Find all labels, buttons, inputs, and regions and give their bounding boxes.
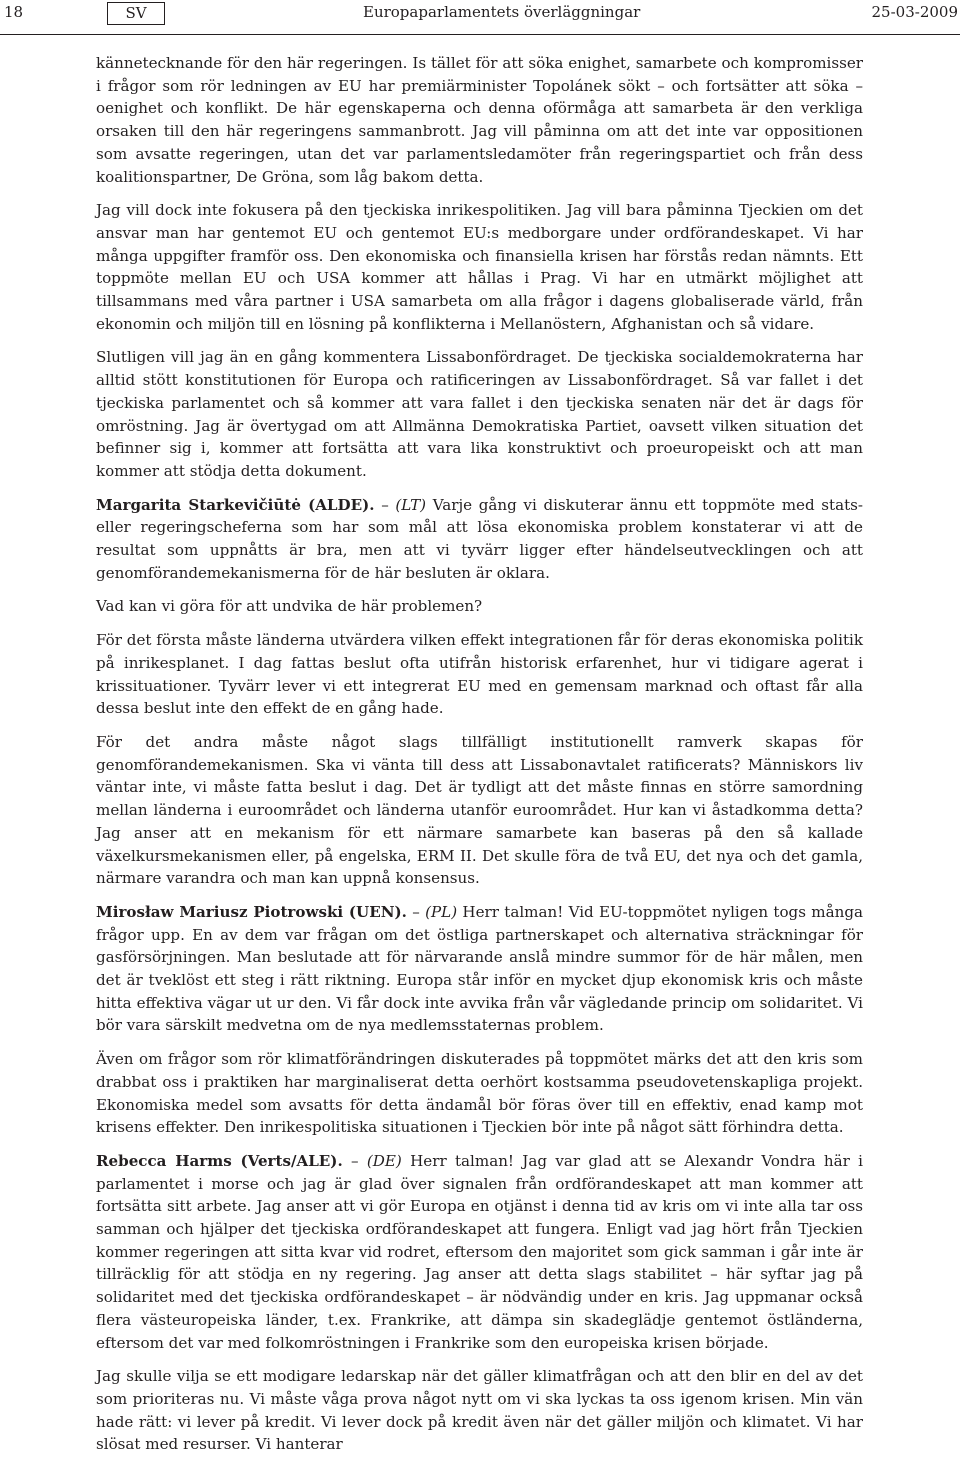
paragraph-text: Varje gång vi diskuterar ännu ett toppmöte med stats- eller regeringscheferna som har som mål att lösa ekonomiska problem konstaterar vi att de resultat som uppnåtts är bra, men att vi tyvärr ligger efter händelseutvecklingen och att genomförandemekanismerna för de här besluten är oklara. xyxy=(96,495,863,582)
journal-title: Europaparlamentets överläggningar xyxy=(363,3,641,21)
speaker-language: (PL) xyxy=(425,902,458,921)
speaker-name: Mirosław Mariusz Piotrowski (UEN). xyxy=(96,902,407,921)
paragraph xyxy=(96,1048,863,1139)
paragraph xyxy=(96,52,863,188)
paragraph xyxy=(96,629,863,720)
paragraph: Margarita Starkevičiūtė (ALDE). – (LT) Varje gång vi diskuterar ännu ett toppmöte med stats- eller regeringscheferna som har som mål att lösa ekonomiska problem konstaterar vi att de resultat som uppnåtts är bra, men att vi tyvärr ligger efter händelseutvecklingen och att genomförandemekanismerna för de här besluten är oklara. xyxy=(96,495,863,582)
speaker-name: Margarita Starkevičiūtė (ALDE). xyxy=(96,495,375,514)
paragraph xyxy=(96,346,863,482)
paragraph: Mirosław Mariusz Piotrowski (UEN). – (PL) Herr talman! Vid EU-toppmötet nyligen togs många frågor upp. En av dem var frågan om det östliga partnerskapet och alternativa sträckningar för gasförsörjningen. Man beslutade att för närvarande anslå mindre summor för de här målen, men det är tveklöst ett steg i rätt riktning. Europa står inför en mycket djup ekonomisk kris och måste hitta effektiva vägar ut ur den. Vi får dock inte avvika från vår vägledande princip om solidaritet. Vi bör vara särskilt medvetna om de nya medlemsstaternas problem. xyxy=(96,902,863,1035)
paragraph-text: För det första måste länderna utvärdera vilken effekt integrationen får för deras ekonomiska politik på inrikesplanet. I dag fattas beslut ofta utifrån historisk erfarenhet, hur vi tidigare agerat i krissituationer. Tyvärr lever vi ett integrerat EU med en gemensam marknad och oftast får alla dessa beslut inte den effekt de en gång hade. xyxy=(96,631,863,718)
speaker-language: (LT) xyxy=(395,495,427,514)
publication-date: 25-03-2009 xyxy=(871,3,958,21)
page-number: 18 xyxy=(4,3,24,21)
paragraph xyxy=(96,731,863,890)
paragraph-text: kännetecknande för den här regeringen. Is tället för att söka enighet, samarbete och kompromisser i frågor som rör ledningen av EU har premiärminister Topolánek sökt – och fortsätter att söka – oenighet och konflikt. De här egenskaperna och denna oförmåga att samarbeta är den verkliga orsaken till den här regeringens sammanbrott. Jag vill påminna om att det inte var oppositionen som avsatte regeringen, utan det var parlamentsledamöter från regeringspartiet och från dess koalitionspartner, De Gröna, som låg bakom detta. xyxy=(96,54,863,186)
paragraph: Rebecca Harms (Verts/ALE). – (DE) Herr talman! Jag var glad att se Alexandr Vondra här i parlamentet i morse och jag är glad över signalen från ordförandeskapet att man kommer att fortsätta sitt arbete. Jag anser att vi gör Europa en otjänst i denna tid av kris om vi inte alla tar oss samman och hjälper det tjeckiska ordförandeskapet att fungera. Enligt vad jag hört från Tjeckien kommer regeringen att sitta kvar vid rodret, eftersom den majoritet som gick samman i går inte är tillräcklig för att stödja en ny regering. Jag anser att detta slags stabilitet – här syftar jag på solidaritet med det tjeckiska ordförandeskapet – är nödvändig under en kris. Jag uppmanar också flera västeuropeiska länder, t.ex. Frankrike, att dämpa sin skadeglädje gentemot östländerna, eftersom det var med folkomröstningen i Frankrike som den europeiska krisen började. xyxy=(96,1151,863,1352)
page-header xyxy=(0,0,960,35)
paragraph-text: Jag skulle vilja se ett modigare ledarskap när det gäller klimatfrågan och att den blir en del av det som prioriteras nu. Vi måste våga prova något nytt om vi ska lyckas ta oss igenom krisen. Min vän hade rätt: vi lever på kredit. Vi lever dock på kredit även när det gäller miljön och klimatet. Vi har slösat med resurser. Vi hanterar xyxy=(96,1367,863,1454)
paragraph-text: Herr talman! Jag var glad att se Alexandr Vondra här i parlamentet i morse och jag är glad över signalen från ordförandeskapet att man kommer att fortsätta sitt arbete. Jag anser att vi gör Europa en otjänst i denna tid av kris om vi inte alla tar oss samman och hjälper det tjeckiska ordförandeskapet att fungera. Enligt vad jag hört från Tjeckien kommer regeringen att sitta kvar vid rodret, eftersom den majoritet som gick samman i går inte är tillräcklig för att stödja en ny regering. Jag anser att detta slags stabilitet – här syftar jag på solidaritet med det tjeckiska ordförandeskapet – är nödvändig under en kris. Jag uppmanar också flera västeuropeiska länder, t.ex. Frankrike, att dämpa sin skadeglädje gentemot östländerna, eftersom det var med folkomröstningen i Frankrike som den europeiska krisen började. xyxy=(96,1151,863,1352)
speaker-language: (DE) xyxy=(366,1151,402,1170)
paragraph-text: Även om frågor som rör klimatförändringen diskuterades på toppmötet märks det att den kris som drabbat oss i praktiken har marginaliserat detta oerhört kostsamma pseudovetenskapliga projekt. Ekonomiska medel som avsatts för detta ändamål bör föras över till en effektiv, enad kamp mot krisens effekter. Den inrikespolitiska situationen i Tjeckien bör inte på något sätt förhindra detta. xyxy=(96,1050,863,1137)
paragraph-text: Slutligen vill jag än en gång kommentera Lissabonfördraget. De tjeckiska socialdemokraterna har alltid stött konstitutionen för Europa och ratificeringen av Lissabonfördraget. Så var fallet i det tjeckiska parlamentet och så kommer att vara fallet i den tjeckiska senaten när det är dags för omröstning. Jag är övertygad om att Allmänna Demokratiska Partiet, oavsett vilken situation det befinner sig i, kommer att fortsätta att vara lika konstruktivt och proeuropeiskt och att man kommer att stödja detta dokument. xyxy=(96,348,863,480)
paragraph-text: För det andra måste något slags tillfälligt institutionellt ramverk skapas för genomförandemekanismen. Ska vi vänta till dess att Lissabonavtalet ratificerats? Människors liv väntar inte, vi måste fatta beslut i dag. Det är tydligt att det måste finnas en större samordning mellan länderna i euroområdet och länderna utanför euroområdet. Hur kan vi åstadkomma detta? Jag anser att en mekanism för ett närmare samarbete kan baseras på den så kallade växelkursmekanismen eller, på engelska, ERM II. Det skulle föra de två EU, det nya och det gamla, närmare varandra och man kan uppnå konsensus. xyxy=(96,732,863,888)
paragraph-text: Jag vill dock inte fokusera på den tjeckiska inrikespolitiken. Jag vill bara påminna Tjeckien om det ansvar man har gentemot EU och gentemot EU:s medborgare under ordförandeskapet. Vi har många uppgifter framför oss. Den ekonomiska och finansiella krisen har förstås redan nämnts. Ett toppmöte mellan EU och USA kommer att hållas i Prag. Vi har en utmärkt möjlighet att tillsammans med våra partner i USA samarbeta om alla frågor i dagens globaliserade värld, från ekonomin och miljön till en lösning på konflikterna i Mellanöstern, Afghanistan och så vidare. xyxy=(96,201,863,333)
paragraph-text: Vad kan vi göra för att undvika de här problemen? xyxy=(96,597,483,616)
paragraph xyxy=(96,595,863,618)
paragraph xyxy=(96,199,863,335)
document-body xyxy=(96,52,863,1467)
speaker-name: Rebecca Harms (Verts/ALE). xyxy=(96,1151,343,1170)
language-code-box: SV xyxy=(107,2,165,25)
paragraph-text: Herr talman! Vid EU-toppmötet nyligen togs många frågor upp. En av dem var frågan om det östliga partnerskapet och alternativa sträckningar för gasförsörjningen. Man beslutade att för närvarande anslå mindre summor för de här målen, men det är tveklöst ett steg i rätt riktning. Europa står inför en mycket djup ekonomisk kris och måste hitta effektiva vägar ut ur den. Vi får dock inte avvika från vår vägledande princip om solidaritet. Vi bör vara särskilt medvetna om de nya medlemsstaternas problem. xyxy=(96,902,863,1035)
paragraph xyxy=(96,1365,863,1456)
